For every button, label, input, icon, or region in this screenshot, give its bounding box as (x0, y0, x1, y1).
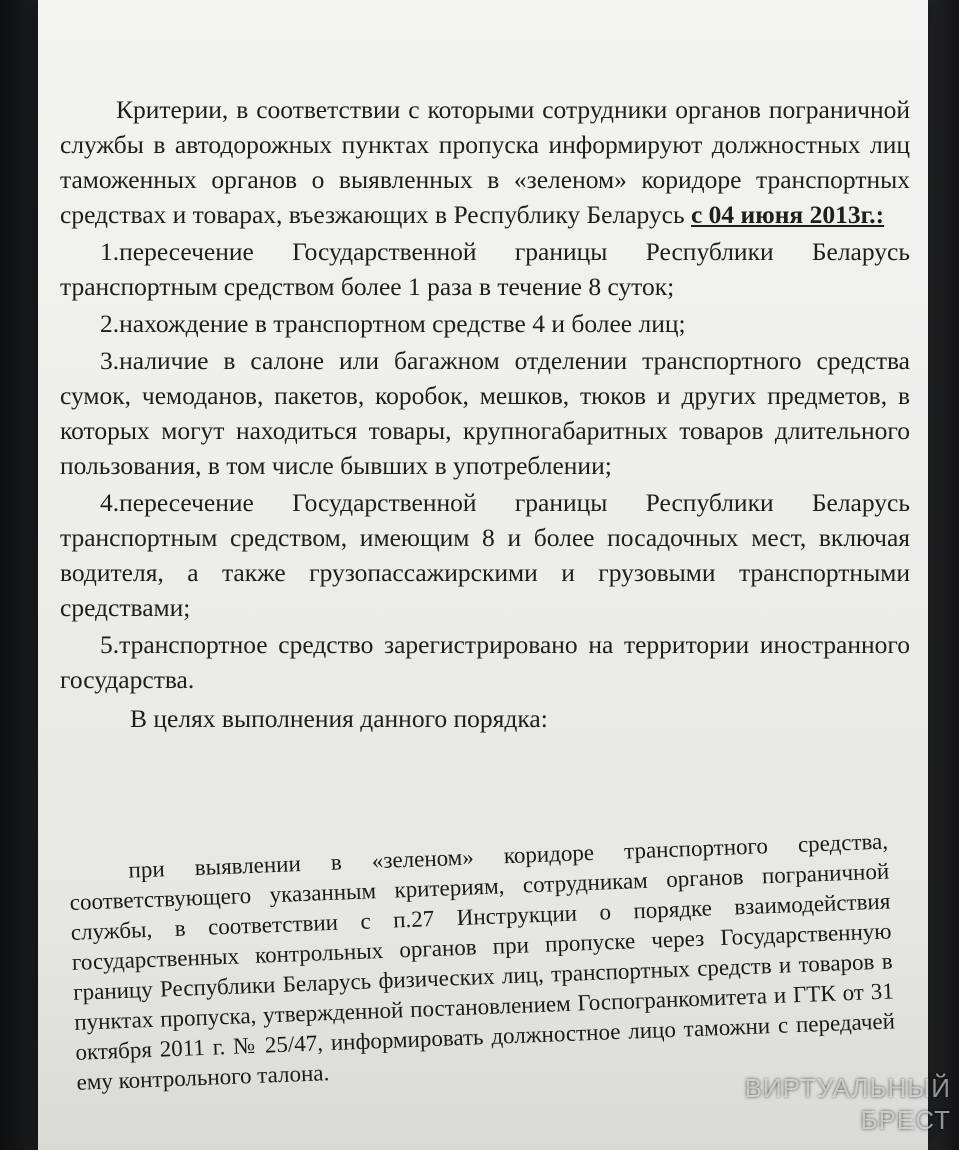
purpose-heading: В целях выполнения данного порядка: (130, 704, 548, 733)
criterion-item-2: 2.нахождение в транспортном средстве 4 и более лиц; (100, 309, 686, 338)
paper-sheet (38, 0, 928, 1150)
watermark-line-2: БРЕСТ (860, 1105, 951, 1135)
criterion-item-5: 5.транспортное средство зарегистрировано на территории иностранного государства. (60, 630, 910, 694)
criterion-item-3: 3.наличие в салоне или багажном отделении транспортного средства сумок, чемоданов, пакетов, коробок, мешков, тюков и других предметов, в которых могут находиться товары, крупногабаритных товаров длительного пользования, в том числе бывших в употреблении; (60, 346, 910, 480)
final-paragraph: при выявлении в «зеленом» коридоре транспортного средства, соответствующего указанным критериям, сотрудникам органов пограничной службы, в соответствии с п.27 Инструкции о порядке взаимодействия государственных контрольных органов при пропуске через Государственную границу Республики Беларусь физических лиц, транспортных средств и товаров в пунктах пропуска, утвержденной постановлением Госпогранкомитета и ГТК от 31 октября 2011 г. № 25/47, информировать должностное лицо таможни с передачей ему контрольного талона. (69, 828, 896, 1095)
final-paragraph-block (68, 827, 897, 1098)
watermark-line-1: ВИРТУАЛЬНЫЙ (744, 1073, 951, 1103)
document-body (60, 92, 910, 736)
criterion-item-4: 4.пересечение Государственной границы Республики Беларусь транспортным средством, имеющим 8 и более посадочных мест, включая водителя, а также грузопассажирскими и грузовыми транспортными средствами; (60, 488, 910, 622)
intro-text: Критерии, в соответствии с которыми сотрудники органов пограничной службы в автодорожных пунктах пропуска информируют должностных лиц таможенных органов о выявленных в «зеленом» коридоре транспортных средствах и товарах, въезжающих в Республику Беларусь (60, 95, 910, 229)
intro-paragraph (60, 92, 910, 232)
criterion-item-1: 1.пересечение Государственной границы Республики Беларусь транспортным средством более 1 раза в течение 8 суток; (60, 237, 910, 301)
intro-date: с 04 июня 2013г.: (690, 200, 885, 229)
watermark (745, 1072, 951, 1136)
